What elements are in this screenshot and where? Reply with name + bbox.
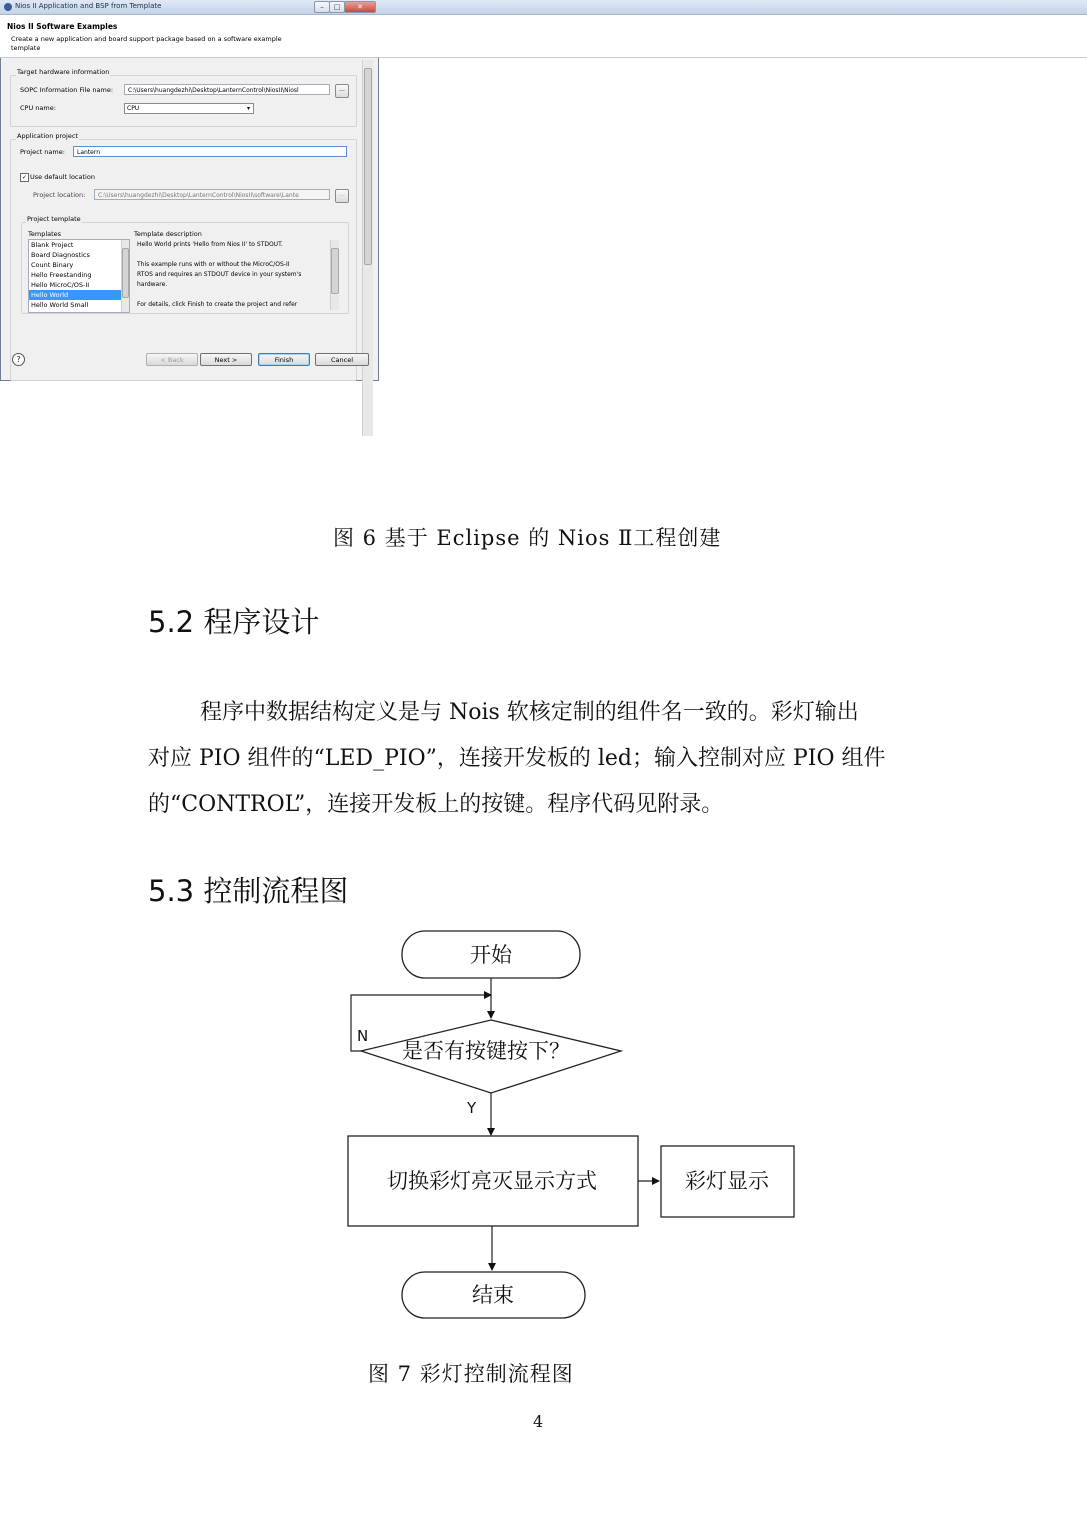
templates-scrollbar-thumb[interactable] xyxy=(122,248,129,298)
templates-list[interactable] xyxy=(28,239,130,313)
decision-label: 是否有按键按下？ xyxy=(402,1039,570,1063)
description-scrollbar[interactable] xyxy=(330,240,339,310)
template-item[interactable]: Blank Project xyxy=(31,241,74,249)
project-template-group-label: Project template xyxy=(27,215,81,223)
figure-7-caption: 图 7 彩灯控制流程图 xyxy=(368,1362,574,1386)
minimize-button[interactable]: – xyxy=(314,1,330,13)
body-paragraph-line-2: 对应 PIO 组件的“LED_PIO”，连接开发板的 led；输入控制对应 PIO 组件 xyxy=(148,746,886,771)
description-scrollbar-thumb[interactable] xyxy=(331,248,339,294)
use-default-location-label: Use default location xyxy=(30,173,95,181)
project-name-label: Project name: xyxy=(20,148,65,156)
project-name-input[interactable]: Lantern xyxy=(73,146,347,157)
control-flowchart xyxy=(340,925,810,1335)
application-project-group-label: Application project xyxy=(17,132,78,140)
dialog-description: Create a new application and board support package based on a software example template xyxy=(11,35,282,52)
target-hardware-group xyxy=(10,75,357,127)
close-button[interactable]: ✕ xyxy=(344,1,376,13)
section-5-2-heading: 5.2 程序设计 xyxy=(148,605,320,639)
template-item[interactable]: Hello MicroC/OS-II xyxy=(31,281,90,289)
project-location-field: C:\Users\huangdezhi\Desktop\LanternControl\NiosII\software\Lante xyxy=(94,189,330,200)
dialog-titlebar xyxy=(0,0,379,15)
dialog-scrollbar[interactable] xyxy=(362,60,373,381)
display-label: 彩灯显示 xyxy=(685,1169,769,1193)
end-label: 结束 xyxy=(472,1283,514,1307)
templates-label: Templates xyxy=(28,230,62,238)
dialog-scrollbar-thumb[interactable] xyxy=(364,68,372,265)
template-description-line: RTOS and requires an STDOUT device in your system's xyxy=(137,271,302,278)
maximize-button[interactable]: □ xyxy=(329,1,345,13)
sopc-file-field[interactable]: C:\Users\huangdezhi\Desktop\LanternControl\NiosII\Niosl xyxy=(124,84,330,95)
body-paragraph-line-3: 的“CONTROL”，连接开发板上的按键。程序代码见附录。 xyxy=(148,792,724,817)
chevron-down-icon: ▾ xyxy=(246,105,250,112)
template-item-selected[interactable]: Hello World xyxy=(29,290,129,300)
no-label: N xyxy=(357,1027,369,1045)
templates-scrollbar[interactable] xyxy=(121,240,129,312)
eclipse-icon xyxy=(4,3,12,11)
template-description-line: Hello World prints 'Hello from Nios II' to STDOUT. xyxy=(137,241,283,248)
help-icon[interactable]: ? xyxy=(12,353,25,366)
template-item[interactable]: Count Binary xyxy=(31,261,74,269)
process-label: 切换彩灯亮灭显示方式 xyxy=(387,1169,597,1193)
sopc-browse-button[interactable]: ... xyxy=(335,84,349,98)
template-description xyxy=(137,240,337,312)
template-description-line xyxy=(137,290,337,300)
finish-button[interactable]: Finish xyxy=(258,353,310,366)
use-default-location-checkbox[interactable]: ✓ xyxy=(21,174,28,181)
start-label: 开始 xyxy=(470,943,512,967)
cpu-name-label: CPU name: xyxy=(20,104,56,112)
template-description-label: Template description xyxy=(134,230,202,238)
template-description-line: hardware. xyxy=(137,281,168,288)
template-item[interactable]: Hello Freestanding xyxy=(31,271,92,279)
template-description-line: This example runs with or without the MicroC/OS-II xyxy=(137,261,290,268)
template-item[interactable]: Hello World Small xyxy=(31,301,89,309)
yes-label: Y xyxy=(467,1099,477,1117)
project-location-label: Project location: xyxy=(33,191,86,199)
figure-6-caption: 图 6 基于 Eclipse 的 Nios Ⅱ工程创建 xyxy=(333,526,722,550)
page-number: 4 xyxy=(533,1412,544,1431)
template-description-line xyxy=(137,250,337,260)
nios-template-dialog-screenshot xyxy=(0,0,379,381)
template-description-line: For details, click Finish to create the project and refer xyxy=(137,301,298,308)
section-5-3-heading: 5.3 控制流程图 xyxy=(148,874,349,908)
location-browse-button[interactable]: ... xyxy=(335,189,349,203)
dialog-header xyxy=(0,15,379,58)
sopc-file-label: SOPC Information File name: xyxy=(20,86,114,94)
template-item[interactable]: Board Diagnostics xyxy=(31,251,90,259)
body-paragraph-line-1: 程序中数据结构定义是与 Nois 软核定制的组件名一致的。彩灯输出 xyxy=(200,700,859,725)
cpu-name-select[interactable] xyxy=(124,103,254,114)
dialog-heading: Nios II Software Examples xyxy=(7,22,118,31)
target-hardware-group-label: Target hardware information xyxy=(17,68,110,76)
next-button[interactable]: Next > xyxy=(200,353,252,366)
cpu-name-value: CPU xyxy=(127,105,140,112)
dialog-title: Nios II Application and BSP from Template xyxy=(15,2,162,10)
back-button[interactable]: < Back xyxy=(146,353,198,366)
cancel-button[interactable]: Cancel xyxy=(315,353,369,366)
